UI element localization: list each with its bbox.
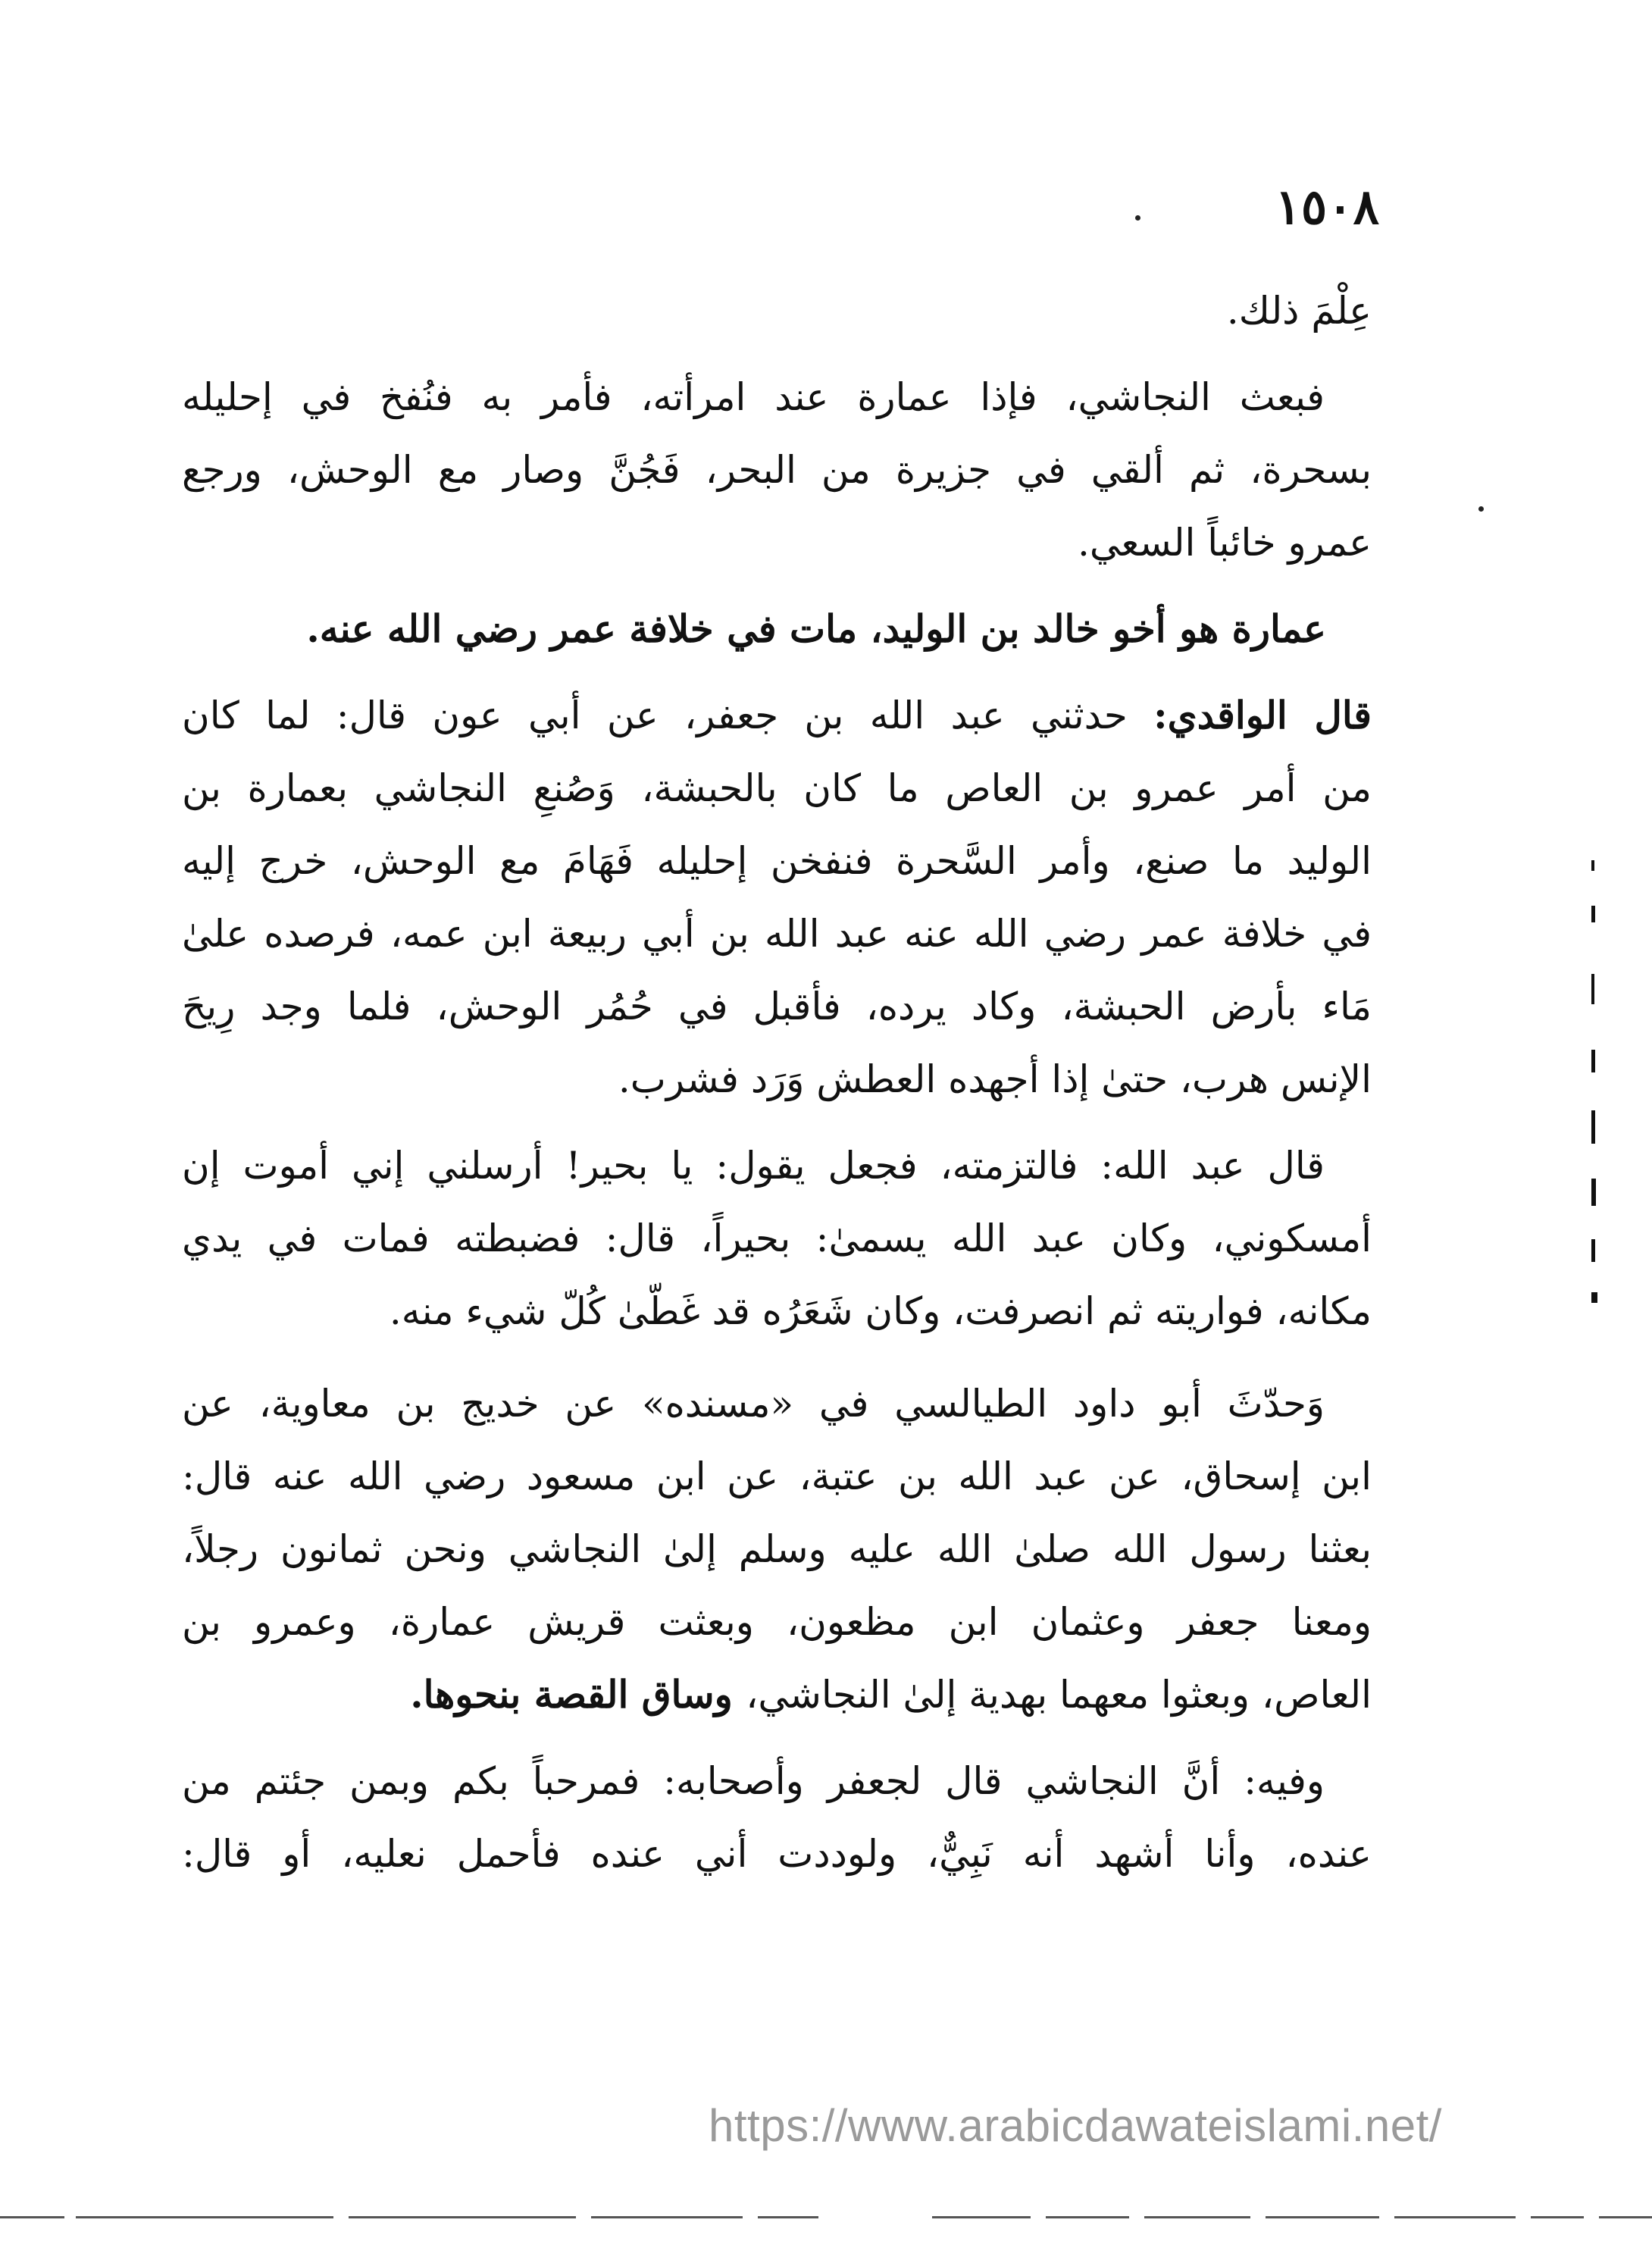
footer-rule [1394, 2216, 1516, 2218]
narrator-lead: قال الواقدي: [1153, 693, 1372, 737]
text-line: عِلْمَ ذلك. [1226, 289, 1372, 333]
text-line: عنده، وأنا أشهد أنه نَبِيٌّ، ولوددت أني عنده فأحمل نعليه، أو قال: [182, 1832, 1372, 1876]
closing-phrase: وساق القصة بنحوها. [410, 1672, 746, 1717]
text-line: في خلافة عمر رضي الله عنه عبد الله بن أبي ربيعة ابن عمه، فرصده علىٰ [182, 912, 1372, 956]
text-line: عمارة هو أخو خالد بن الوليد، مات في خلافة عمر رضي الله عنه. [306, 606, 1326, 651]
text-line: ومعنا جعفر وعثمان ابن مظعون، وبعثت قريش عمارة، وعمرو بن [182, 1600, 1372, 1644]
paragraph-6 [182, 1367, 1372, 1731]
paragraph-4 [182, 679, 1372, 1116]
text-line: وفيه: أنَّ النجاشي قال لجعفر وأصحابه: فمرحباً بكم وبمن جئتم من [182, 1759, 1325, 1803]
text-line: وَحدّثَ أبو داود الطيالسي في «مسنده» عن خديج بن معاوية، عن [182, 1382, 1325, 1426]
watermark-url: https://www.arabicdawateislami.net/ [709, 2100, 1442, 2151]
page-number: ١٥٠٨ [1275, 179, 1379, 236]
text-line: قال الواقدي: حدثني عبد الله بن جعفر، عن أبي عون قال: لما كان [182, 693, 1372, 737]
footer-rule [0, 2216, 64, 2218]
paragraph-5 [182, 1129, 1372, 1348]
footer-rule [932, 2216, 1031, 2218]
scan-margin-artifact [1584, 860, 1614, 1315]
paragraph-7 [182, 1745, 1372, 1890]
paragraph-1 [182, 274, 1372, 347]
footer-rule [1599, 2216, 1652, 2218]
footer-rule [1531, 2216, 1584, 2218]
text-line: قال عبد الله: فالتزمته، فجعل يقول: يا بحير! أرسلني إني أموت إن [182, 1144, 1325, 1188]
footer-rule [591, 2216, 743, 2218]
paragraph-2 [182, 361, 1372, 579]
text-line: من أمر عمرو بن العاص ما كان بالحبشة، وَصُنعِ النجاشي بعمارة بن [182, 766, 1372, 810]
scan-speck [1478, 506, 1484, 512]
text-line: العاص، وبعثوا معهما بهدية إلىٰ النجاشي، وساق القصة بنحوها. [410, 1672, 1372, 1717]
footer-rule [1046, 2216, 1129, 2218]
text-line: الإنس هرب، حتىٰ إذا أجهده العطش وَرَد فشرب. [618, 1057, 1372, 1101]
footer-rule [758, 2216, 818, 2218]
footer-rule [1266, 2216, 1379, 2218]
footer-rule [76, 2216, 333, 2218]
paragraph-3 [182, 593, 1372, 665]
page-body [182, 274, 1372, 1890]
text-line: مَاء بأرض الحبشة، وكاد يرده، فأقبل في حُمُر الوحش، فلما وجد رِيحَ [182, 985, 1372, 1028]
scan-speck [1135, 215, 1140, 221]
text-line: ابن إسحاق، عن عبد الله بن عتبة، عن ابن مسعود رضي الله عنه قال: [182, 1454, 1372, 1498]
footer-rule [1144, 2216, 1250, 2218]
text-line: مكانه، فواريته ثم انصرفت، وكان شَعَرُه قد غَطّىٰ كُلّ شيء منه. [389, 1289, 1372, 1333]
text-line: أمسكوني، وكان عبد الله يسمىٰ: بحيراً، قال: فضبطته فمات في يدي [182, 1216, 1372, 1260]
text-line: عمرو خائباً السعي. [1077, 521, 1372, 565]
footer-rule [349, 2216, 576, 2218]
text-line: بعثنا رسول الله صلىٰ الله عليه وسلم إلىٰ النجاشي ونحن ثمانون رجلاً، [182, 1527, 1372, 1571]
text-line: الوليد ما صنع، وأمر السَّحرة فنفخن إحليله فَهَامَ مع الوحش، خرج إليه [182, 839, 1372, 883]
text-line: فبعث النجاشي، فإذا عمارة عند امرأته، فأمر به فنُفخ في إحليله [182, 375, 1325, 419]
text-line: بسحرة، ثم ألقي في جزيرة من البحر، فَجُنَّ وصار مع الوحش، ورجع [182, 448, 1372, 492]
